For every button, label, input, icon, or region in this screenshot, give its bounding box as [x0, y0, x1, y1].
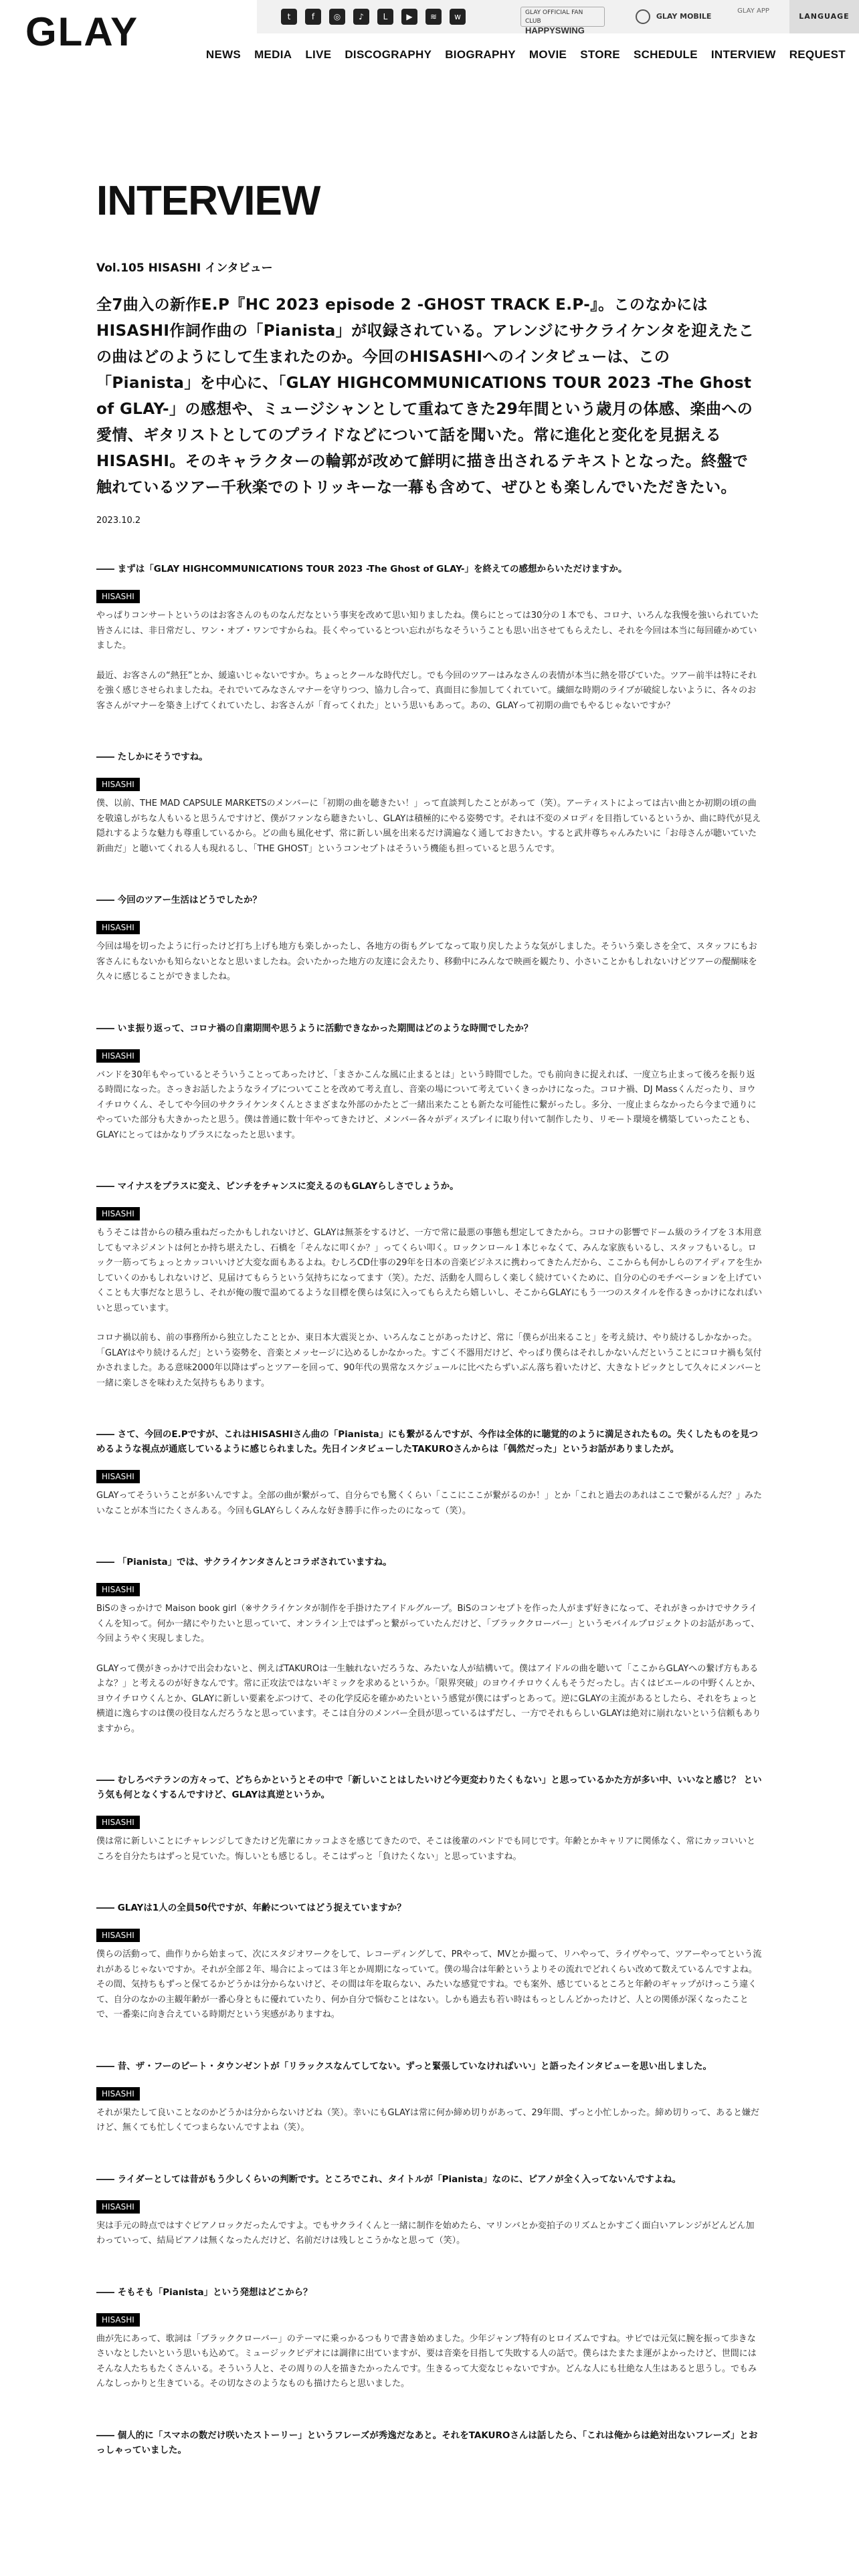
nav-biography[interactable]: BIOGRAPHY	[445, 48, 516, 61]
speaker-badge: HISASHI	[96, 2200, 140, 2214]
nav-live[interactable]: LIVE	[305, 48, 332, 61]
question: ―― 今回のツアー生活はどうでしたか？	[96, 895, 262, 905]
top-utility-bar	[257, 0, 859, 33]
qa-section	[96, 1179, 763, 1391]
speaker-badge: HISASHI	[96, 921, 140, 934]
youtube-icon[interactable]: ▶	[401, 9, 417, 25]
qa-section	[96, 1773, 763, 1864]
qa-section	[96, 562, 763, 714]
site-header	[0, 0, 859, 79]
nav-discography[interactable]: DISCOGRAPHY	[345, 48, 432, 61]
nav-movie[interactable]: MOVIE	[529, 48, 567, 61]
question: ―― まずは「GLAY HIGHCOMMUNICATIONS TOUR 2023 -The Ghost of GLAY-」を終えての感想からいただけますか。	[96, 564, 628, 574]
language-button[interactable]: LANGUAGE	[789, 0, 859, 33]
question: ―― 「Pianista」では、サクライケンタさんとコラボされていますね。	[96, 1557, 392, 1568]
nav-request[interactable]: REQUEST	[789, 48, 846, 61]
answer-paragraph: 最近、お客さんの“熱狂”とか、緩遠いじゃないですか。ちょっとクールな時代だし。でも今回のツアーはみなさんの表情が本当に熱を帯びていた。ツアー前半は特にそれを強く感じさせられましたね。それでいてみなさんマナーを守りつつ、協力し合って、真面目に参加してくれていて。繊細な時期のライブが破綻しないように、各々のお客さんがマナーを築き上げてくれていたし、お客さんが「育ってくれた」という思いもあって。あの、GLAYって初期の曲でもやるじゃないですか？	[96, 670, 757, 711]
fanclub-small-label: GLAY OFFICIAL FAN CLUB	[525, 9, 583, 25]
global-nav	[206, 48, 846, 62]
question: ―― さて、今回のE.Pですが、これはHISASHIさん曲の「Pianista」にも繋がるんですが、今作は全体的に聴覚的のように満足されたもの。失くしたものを見つめるような視点が通底しているように感じられました。先日インタビューしたTAKUROさんからは「偶然だった」というお話がありましたが。	[96, 1429, 759, 1455]
qa-section	[96, 1555, 763, 1737]
answer-paragraph: 曲が先にあって、歌詞は「ブラッククローバー」のテーマに乗っかるつもりで書き始めました。少年ジャンプ特有のヒロイズムですね。サビでは元気に腕を振って歩きなさいなとしたいという思いも込めて。ミュージックビデオには調律に出ていますが、要は音楽を目指して失敗する人の話で。僕らはたまたま運がよかったけど、世間にはそんな人たちもたくさんいる。そういう人と、その周りの人を描きたかったんです。生きるって大変なじゃないですか。どんな人にも壮絶な人生はあると思うし。でもみんなしっかりと生きている。その切なさのようなものも描けたらと思いました。	[96, 2333, 757, 2389]
question: ―― たしかにそうですね。	[96, 752, 208, 762]
speaker-badge: HISASHI	[96, 2087, 140, 2101]
nav-news[interactable]: NEWS	[205, 48, 242, 61]
spotify-icon[interactable]: ≋	[425, 9, 442, 25]
qa-section	[96, 750, 763, 857]
speaker-badge: HISASHI	[96, 2313, 140, 2327]
question: ―― 個人的に「スマホの数だけ咲いたストーリー」というフレーズが秀逸だなあと。それをTAKUROさんは話したら、「これは俺からは絶対出ないフレーズ」とおっしゃっていました。	[96, 2430, 758, 2456]
glay-mobile-label: GLAY MOBILE	[656, 12, 712, 21]
question: ―― いま振り返って、コロナ禍の自粛期間や思うように活動できなかった期間はどのような時間でしたか？	[96, 1023, 533, 1034]
qa-section	[96, 1901, 763, 2023]
question: ―― GLAYは1人の全員50代ですが、年齢についてはどう捉えていますか？	[96, 1903, 406, 1913]
question: ―― マイナスをプラスに変え、ピンチをチャンスに変えるのもGLAYらしさでしょうか。	[96, 1181, 459, 1192]
qa-section	[96, 1427, 763, 1519]
answer-paragraph: それが果たして良いことなのかどうかは分からないけどね（笑）。幸いにもGLAYは常に何か締め切りがあって、29年間、ずっと小忙しかった。締め切りって、あると嫌だけど、無くても忙しくてつまらないんですよね（笑）。	[96, 2107, 760, 2133]
social-links	[281, 9, 466, 25]
speaker-badge: HISASHI	[96, 1929, 140, 1942]
qa-section	[96, 2428, 763, 2458]
answer-paragraph: もうそこは昔からの積み重ねだったかもしれないけど、GLAYは無茶をするけど、一方で常に最悪の事態も想定してきたから。コロナの影響でドーム級のライブを３本用意してもマネジメントは何とか持ち堪えたし、石橋を「そんなに叩くか？」ってくらい叩く。ロックンロール１本じゃなくて、みんな家族もいるし、スタッフもいるし。ロック一筋ってちょっとカッコいいけど大変な面もあるよね。むしろCD仕事の29年を日本の音楽ビジネスに携わってきたんだから、ここからも何かしらのアイディアを生かしていくのかもしれないけど、見届けてもらうという気持ちになってます（笑）。ただ、活動を人間らしく楽しく続けていくために、自分の心のモチベーションを上げていくことも大事だなと思うし、それが俺の腹で温めてるような目標を僕らは気に入ってもらえたら嬉しいし、そこからGLAYにもう一つのスタイルを作るきっかけになればいいと思っています。	[96, 1228, 763, 1313]
facebook-icon[interactable]: f	[305, 9, 321, 25]
answer-paragraph: バンドを30年もやっているとそういうことってあったけど、「まさかこんな風に止まるとは」という時間でした。でも前向きに捉えれば、一度立ち止まって後ろを振り返る時間になった。さっきお話したようなライブについてことを改めて考え直し、音楽の場について考えていくきっかけになった。コロナ禍、DJ Massくんだったり、ヨウイチロウくん、そしてや今回のサクライケンタくんとさまざまな外部のかたとご一緒出来たことも新たな可能性に繋がったし。多分、一度止まらなかったら今まで通りにやっていた部分も大きかったと思う。僕は普通に数十年やってきたけど、メンバー各々がディスプレイに取り付いて制作したり、リモート環境を構築していったことも、GLAYにとってはかなりプラスになったと思います。	[96, 1069, 757, 1140]
speaker-badge: HISASHI	[96, 1816, 140, 1829]
answer-paragraph: 僕は常に新しいことにチャレンジしてきたけど先輩にカッコよさを感じてきたので、そこは後輩のバンドでも同じです。年齢とかキャリアに関係なく、常にカッコいいところを自分たちはずっと見ていた。悔しいとも感じるし。そこはずっと「負けたくない」と思っていますね。	[96, 1836, 756, 1862]
qa-section	[96, 1021, 763, 1144]
interview-volume: Vol.105 HISASHI インタビュー	[96, 261, 273, 275]
weibo-icon[interactable]: w	[450, 9, 466, 25]
speaker-badge: HISASHI	[96, 1583, 140, 1596]
nav-media[interactable]: MEDIA	[254, 48, 292, 61]
question: ―― むしろベテランの方々って、どちらかというとその中で「新しいことはしたいけど今更変わりたくもない」と思っているかた方が多い中、いいなと感じ？ という気も何となくするんですけど、GLAYは真逆というか。	[96, 1775, 762, 1800]
answer-paragraph: GLAYってそういうことが多いんですよ。全部の曲が繋がって、自分らでも驚くくらい「ここにここが繋がるのか！」とか「これと過去のあれはここで繋がるんだ？」みたいなことが本当にたくさんある。今回もGLAYらしくみんな好き勝手に作ったのになって（笑）。	[96, 1491, 763, 1516]
answer-paragraph: 僕、以前、THE MAD CAPSULE MARKETSのメンバーに「初期の曲を聴きたい！」って直談判したことがあって（笑）。アーティストによっては古い曲とか初期の頃の曲を敬遠しがちな人もいると思うんですけど、僕がファンなら聴きたいし、GLAYは積極的にやる姿勢です。それは不変のメロディを目指しているというか、曲に時代が見え隠れするような魅力も尊重しているから。どの曲も風化せず、常に新しい風を出来るだけ満遍なく通しておきたい。すると武井尊ちゃんみたいに「お母さんが聴いていた新曲だ」と聴いてくれる人も現れるし、「THE GHOST」というコンセプトはそういう機能も担っていると思うんです。	[96, 798, 761, 854]
instagram-icon[interactable]: ◎	[329, 9, 345, 25]
glay-mobile-link[interactable]	[636, 9, 711, 24]
qa-section	[96, 2172, 763, 2249]
speaker-badge: HISASHI	[96, 778, 140, 791]
qa-section	[96, 2285, 763, 2392]
qa-section	[96, 893, 763, 985]
publish-date: 2023.10.2	[96, 516, 141, 526]
qa-section	[96, 2059, 763, 2136]
question: ―― 昔、ザ・フーのピート・タウンゼントが「リラックスなんてしてない。ずっと緊張していなければいい」と語ったインタビューを思い出しました。	[96, 2060, 712, 2072]
question: ―― ライダーとしては昔がもう少しくらいの判断です。ところでこれ、タイトルが「Pianista」なのに、ピアノが全く入ってないんですよね。	[96, 2173, 682, 2185]
interview-article	[96, 178, 763, 2458]
line-icon[interactable]: L	[377, 9, 393, 25]
answer-paragraph: 僕らの活動って、曲作りから始まって、次にスタジオワークをして、レコーディングして、PRやって、MVとか撮って、リハやって、ライヴやって、ツアーやってという流れがあるじゃないですか。それが全部２年、場合によっては３年とか周期になっていて。僕の場合は年齢というよりその流れでどれくらい改めて数えているんですよね。その間、気持ちもずっと保てるかどうかは分からないけど、その間は年を取らない、みたいな感覚ですね。でも案外、感じているところと年齢のギャップがけっこう違くて、自分のなかの主観年齢が一番心身ともに優れていたり、何か自分で悩むことはない。しかも過去も若い時はもっとしんどかったけど、人との関係が深くなったことで、一番楽に向き合えている時期だという実感がありますね。	[96, 1949, 762, 2020]
page-title: INTERVIEW	[96, 178, 320, 224]
speaker-badge: HISASHI	[96, 1470, 140, 1483]
nav-store[interactable]: STORE	[580, 48, 620, 61]
answer-paragraph: GLAYって僕がきっかけで出会わないと、例えばTAKUROは一生触れないだろうな、みたいな人が結構いて。僕はアイドルの曲を聴いて「ここからGLAYへの繋げ方もあるよな？」と考えるのが好きなんです。常に正攻法ではないギミックを求めるというか。「限界突破」のヨウイチロウくんもそうだったし。古くはビエールの中野くんとか、ヨウイチロウくんとか、GLAYに新しい要素をぶつけて、その化学反応を確かめたいという感覚が僕にはずっとあって。逆にGLAYの主流があるとしたら、それをちょっと横道に逸らすのは僕の役目なんだろうなと思っています。そこは自分のメンバー全員が思っているはずだし、一方でそれもらしいGLAYは絶対に崩れないという信頼もありますから。	[96, 1663, 761, 1734]
nav-interview[interactable]: INTERVIEW	[710, 48, 776, 61]
answer-paragraph: 実は手元の時点ではすぐピアノロックだったんですよ。でもサクライくんと一緒に制作を始めたら、マリンバとか変拍子のリズムとかすごく面白いアレンジがどんどん加わっていって、結局ピアノは無くなったんだけど、名前だけは残しとこうかなと思って（笑）。	[96, 2220, 755, 2246]
nav-schedule[interactable]: SCHEDULE	[633, 48, 698, 61]
fanclub-banner[interactable]	[520, 7, 605, 35]
answer-paragraph: BiSのきっかけで Maison book girl（※サクライケンタが制作を手掛けたアイドルグループ。BiSのコンセプトを作った人がまず好きになって、それがきっかけでサクライくんを知って。何か一緒にやりたいと思っていて、オンライン上ではずっと繋がっていたんだけど、「ブラッククローバー」というモバイルプロジェクトのお話があって、今回ようやく実現しました。	[96, 1604, 760, 1644]
fanclub-name: HAPPYSWING	[525, 25, 585, 35]
twitter-icon[interactable]: t	[281, 9, 297, 25]
speaker-badge: HISASHI	[96, 1207, 140, 1220]
glay-app-link[interactable]: GLAY APP	[737, 7, 769, 15]
speaker-badge: HISASHI	[96, 1049, 140, 1063]
glay-mobile-icon	[636, 9, 650, 24]
tiktok-icon[interactable]: ♪	[353, 9, 369, 25]
answer-paragraph: コロナ禍以前も、前の事務所から独立したこととか、東日本大震災とか、いろんなことがあったけど、常に「僕らが出来ること」を考え続け、やり続けるしかなかった。「GLAYはやり続けるんだ」という姿勢を、音楽とメッセージに込めるしかなかった。すごく不器用だけど、やっぱり僕らはそれしかないんだということにコロナ禍も気付かされました。ある意味2000年以降はずっとツアーを回って、90年代の異常なスケジュールに比べたらずいぶん落ち着いたけど、大きなトピックとして久々にメンバーと一緒に楽しさを味わえた気持ちもあります。	[96, 1333, 762, 1388]
qa-sections	[96, 562, 763, 2458]
glay-logo[interactable]: GLAY	[25, 9, 139, 54]
interview-lead: 全7曲入の新作E.P『HC 2023 episode 2 -GHOST TRACK E.P-』。このなかにはHISASHI作詞作曲の「Pianista」が収録されている。アレンジにサクライケンタを迎えたこの曲はどのようにして生まれたのか。今回のHISASHIへのインタビューは、この「Pianista」を中心に、「GLAY HIGHCOMMUNICATIONS TOUR 2023 -The Ghost of GLAY-」の感想や、ミュージシャンとして重ねてきた29年間という歳月の体感、楽曲への愛情、ギタリストとしてのプライドなどについて話を聞いた。常に進化と変化を見据えるHISASHI。そのキャラクターの輪郭が改めて鮮明に描き出されるテキストとなった。終盤で触れているツアー千秋楽でのトリッキーな一幕も含めて、ぜひとも楽しんでいただきたい。	[96, 296, 755, 496]
speaker-badge: HISASHI	[96, 590, 140, 603]
question: ―― そもそも「Pianista」という発想はどこから？	[96, 2286, 312, 2298]
answer-paragraph: やっぱりコンサートというのはお客さんのものなんだなという事実を改めて思い知りましたね。僕らにとっては30分の１本でも、コロナ、いろんな我慢を強いられていた皆さんには、非日常だし、ワン・オブ・ワンですからね。長くやっているとつい忘れがちなそういうことも思い出させてもらえたし、それを今回は本当に毎回確かめていました。	[96, 611, 759, 651]
answer-paragraph: 今回は場を切ったように行ったけど打ち上げも地方も楽しかったし、各地方の街もグレてなって取り戻したような気がしました。そういう楽しさを全て、スタッフにもお客さんにもないかも知らないとなと思いましたね。会いたかった地方の友達に会えたり、移動中にみんなで映画を観たり、小さいことかもしれないけどツアーの醍醐味を久々に感じることができましたね。	[96, 942, 757, 982]
